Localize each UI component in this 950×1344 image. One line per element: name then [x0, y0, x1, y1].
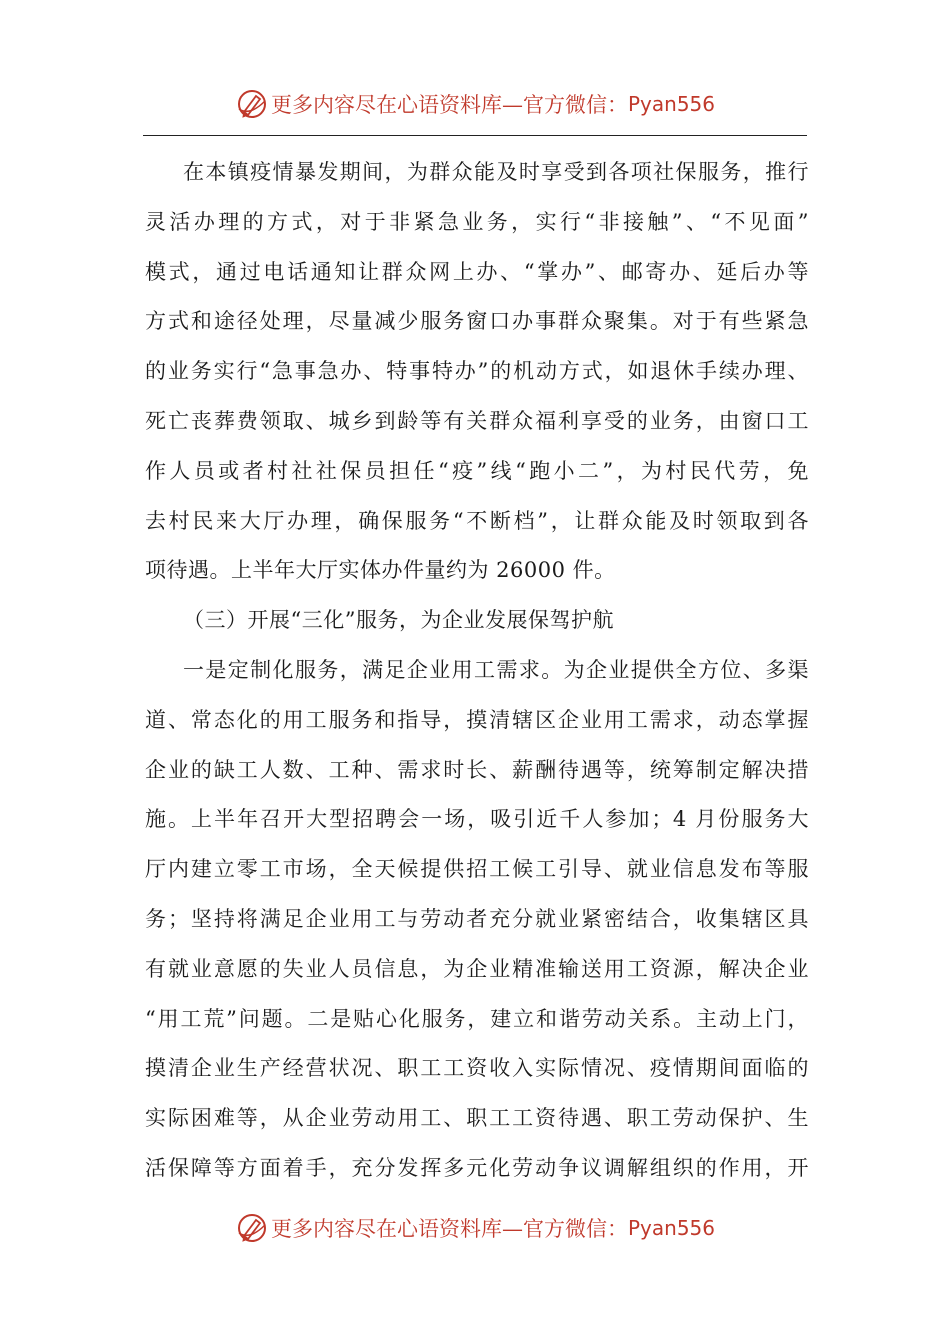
- text-line: 摸清企业生产经营状况、职工工资收入实际情况、疫情期间面临的: [145, 1056, 809, 1081]
- text-line: 死亡丧葬费领取、城乡到龄等有关群众福利享受的业务，由窗口工: [145, 408, 809, 433]
- text-line: 去村民来大厅办理，确保服务“不断档”，让群众能及时领取到各: [145, 508, 809, 533]
- text-line: 道、常态化的用工服务和指导，摸清辖区企业用工需求，动态掌握: [145, 707, 809, 732]
- watermark-text: 更多内容尽在心语资料库—官方微信：: [270, 93, 628, 117]
- text-line: 实际困难等，从企业劳动用工、职工工资待遇、职工劳动保护、生: [145, 1106, 809, 1131]
- text-line: 的业务实行“急事急办、特事特办”的机动方式，如退休手续办理、: [145, 359, 809, 384]
- text-line: “用工荒”问题。二是贴心化服务，建立和谐劳动关系。主动上门，: [145, 1006, 809, 1031]
- watermark-wechat-id: Pyan556: [627, 92, 715, 116]
- watermark-wechat-id: Pyan556: [627, 1216, 715, 1240]
- text-line: 务；坚持将满足企业用工与劳动者充分就业紧密结合，收集辖区具: [145, 906, 809, 931]
- document-body: [145, 148, 809, 1194]
- header-divider: [143, 135, 807, 136]
- text-line: 厅内建立零工市场，全天候提供招工候工引导、就业信息发布等服: [145, 857, 809, 882]
- text-line: 模式，通过电话通知让群众网上办、“掌办”、邮寄办、延后办等: [145, 259, 809, 284]
- text-line: 企业的缺工人数、工种、需求时长、薪酬待遇等，统筹制定解决措: [145, 757, 809, 782]
- text-line: 施。上半年召开大型招聘会一场，吸引近千人参加；4 月份服务大: [145, 807, 809, 832]
- text-line: 在本镇疫情暴发期间，为群众能及时享受到各项社保服务，推行: [183, 160, 809, 184]
- text-line: 活保障等方面着手，充分发挥多元化劳动争议调解组织的作用，开: [145, 1155, 809, 1180]
- pen-logo-icon: [235, 1211, 269, 1245]
- section-heading: （三）开展“三化”服务，为企业发展保驾护航: [183, 608, 614, 633]
- text-line: 项待遇。上半年大厅实体办件量约为 26000 件。: [145, 558, 616, 583]
- text-line: 一是定制化服务，满足企业用工需求。为企业提供全方位、多渠: [183, 657, 809, 682]
- text-line: 作人员或者村社社保员担任“疫”线“跑小二”，为村民代劳，免: [145, 458, 809, 483]
- watermark-text: 更多内容尽在心语资料库—官方微信：: [270, 1217, 628, 1241]
- text-line: 有就业意愿的失业人员信息，为企业精准输送用工资源，解决企业: [145, 956, 809, 981]
- pen-logo-icon: [235, 87, 269, 121]
- text-line: 灵活办理的方式，对于非紧急业务，实行“非接触”、“不见面”: [145, 209, 809, 234]
- text-line: 方式和途径处理，尽量减少服务窗口办事群众聚集。对于有些紧急: [145, 309, 809, 334]
- header-watermark: [0, 84, 950, 124]
- footer-watermark: [0, 1208, 950, 1248]
